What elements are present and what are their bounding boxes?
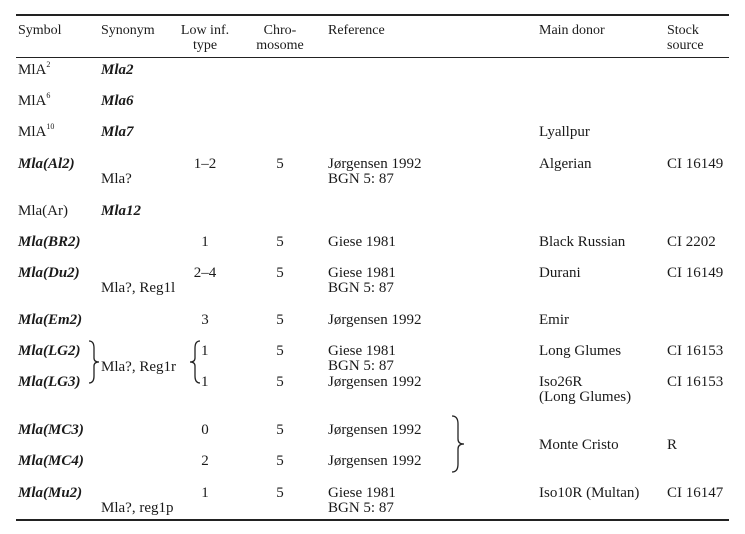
- gene-synonym: Mla?, reg1p: [101, 500, 174, 516]
- chromosome: 5: [276, 312, 284, 328]
- chromosome: 5: [276, 234, 284, 250]
- col-header-reference: Reference: [328, 23, 385, 38]
- col-header-symbol: Symbol: [18, 23, 62, 38]
- stock-source: R: [667, 437, 678, 453]
- chromosome: 5: [276, 485, 284, 501]
- col-header-chromosome: Chro- mosome: [256, 23, 304, 53]
- main-donor: Iso26R (Long Glumes): [539, 374, 632, 405]
- stock-source: CI 16147: [667, 485, 724, 501]
- gene-symbol: Mla(Mu2): [18, 485, 83, 501]
- reference: Jørgensen 1992 BGN 5: 87: [328, 156, 422, 187]
- gene-symbol: Mla(Du2): [18, 265, 80, 281]
- reference: Jørgensen 1992: [328, 422, 422, 438]
- gene-synonym: Mla2: [101, 62, 134, 78]
- col-header-main-donor: Main donor: [539, 23, 605, 38]
- chromosome: 5: [276, 343, 284, 359]
- low-inf-type: 2–4: [193, 265, 217, 281]
- low-inf-type: 1–2: [193, 156, 217, 172]
- low-inf-type: 1: [201, 343, 209, 359]
- gene-synonym-grouped: Mla?, Reg1r: [101, 359, 176, 375]
- chromosome: 5: [276, 422, 284, 438]
- gene-synonym: Mla?, Reg1l: [101, 280, 176, 296]
- table-row: [18, 122, 55, 140]
- main-donor: Monte Cristo: [539, 437, 619, 453]
- low-inf-type: 3: [201, 312, 209, 328]
- table-row: [18, 60, 51, 78]
- low-inf-type: 2: [201, 453, 209, 469]
- col-header-stock-source: Stock source: [667, 23, 704, 53]
- main-donor: Iso10R (Multan): [539, 485, 640, 501]
- right-brace-mc: [451, 415, 465, 473]
- gene-synonym: Mla?: [101, 171, 132, 187]
- col-header-low-inf: Low inf. type: [180, 23, 230, 53]
- low-inf-type: 1: [201, 485, 209, 501]
- reference: Giese 1981: [328, 234, 396, 250]
- chromosome: 5: [276, 156, 284, 172]
- main-donor: Emir: [539, 312, 569, 328]
- gene-symbol: Mla(BR2): [18, 234, 81, 250]
- reference: Jørgensen 1992: [328, 374, 422, 390]
- gene-symbol: Mla(MC3): [18, 422, 84, 438]
- low-inf-type: 0: [201, 422, 209, 438]
- symbol-superscript: 2: [46, 60, 51, 69]
- main-donor: Durani: [539, 265, 581, 281]
- reference: Giese 1981 BGN 5: 87: [328, 265, 396, 296]
- low-inf-type: 1: [201, 374, 209, 390]
- top-rule: [16, 14, 729, 16]
- bottom-rule: [16, 519, 729, 521]
- stock-source: CI 16149: [667, 265, 724, 281]
- gene-symbol: Mla(LG2): [18, 343, 81, 359]
- table-row: [18, 91, 51, 109]
- gene-synonym: Mla12: [101, 203, 142, 219]
- gene-symbol: MlA: [18, 62, 47, 78]
- chromosome: 5: [276, 265, 284, 281]
- gene-symbol: MlA: [18, 93, 47, 109]
- gene-symbol: Mla(Al2): [18, 156, 75, 172]
- reference: Giese 1981 BGN 5: 87: [328, 485, 396, 516]
- gene-symbol: Mla(Em2): [18, 312, 83, 328]
- chromosome: 5: [276, 374, 284, 390]
- reference: Jørgensen 1992: [328, 312, 422, 328]
- reference: Giese 1981 BGN 5: 87: [328, 343, 396, 374]
- col-header-synonym: Synonym: [101, 23, 155, 38]
- gene-symbol: Mla(MC4): [18, 453, 84, 469]
- header-rule: [16, 57, 729, 58]
- gene-symbol: Mla(Ar): [18, 203, 68, 219]
- low-inf-type: 1: [201, 234, 209, 250]
- stock-source: CI 16153: [667, 374, 724, 390]
- stock-source: CI 16149: [667, 156, 724, 172]
- main-donor: Long Glumes: [539, 343, 622, 359]
- gene-symbol: Mla(LG3): [18, 374, 81, 390]
- reference: Jørgensen 1992: [328, 453, 422, 469]
- gene-synonym: Mla7: [101, 124, 134, 140]
- symbol-superscript: 10: [46, 122, 55, 131]
- left-brace-lg: [88, 340, 100, 384]
- stock-source: CI 2202: [667, 234, 716, 250]
- symbol-superscript: 6: [46, 91, 51, 100]
- right-brace-lg: [189, 340, 201, 384]
- gene-synonym: Mla6: [101, 93, 134, 109]
- main-donor: Algerian: [539, 156, 592, 172]
- chromosome: 5: [276, 453, 284, 469]
- main-donor: Lyallpur: [539, 124, 590, 140]
- stock-source: CI 16153: [667, 343, 724, 359]
- main-donor: Black Russian: [539, 234, 626, 250]
- gene-symbol: MlA: [18, 124, 47, 140]
